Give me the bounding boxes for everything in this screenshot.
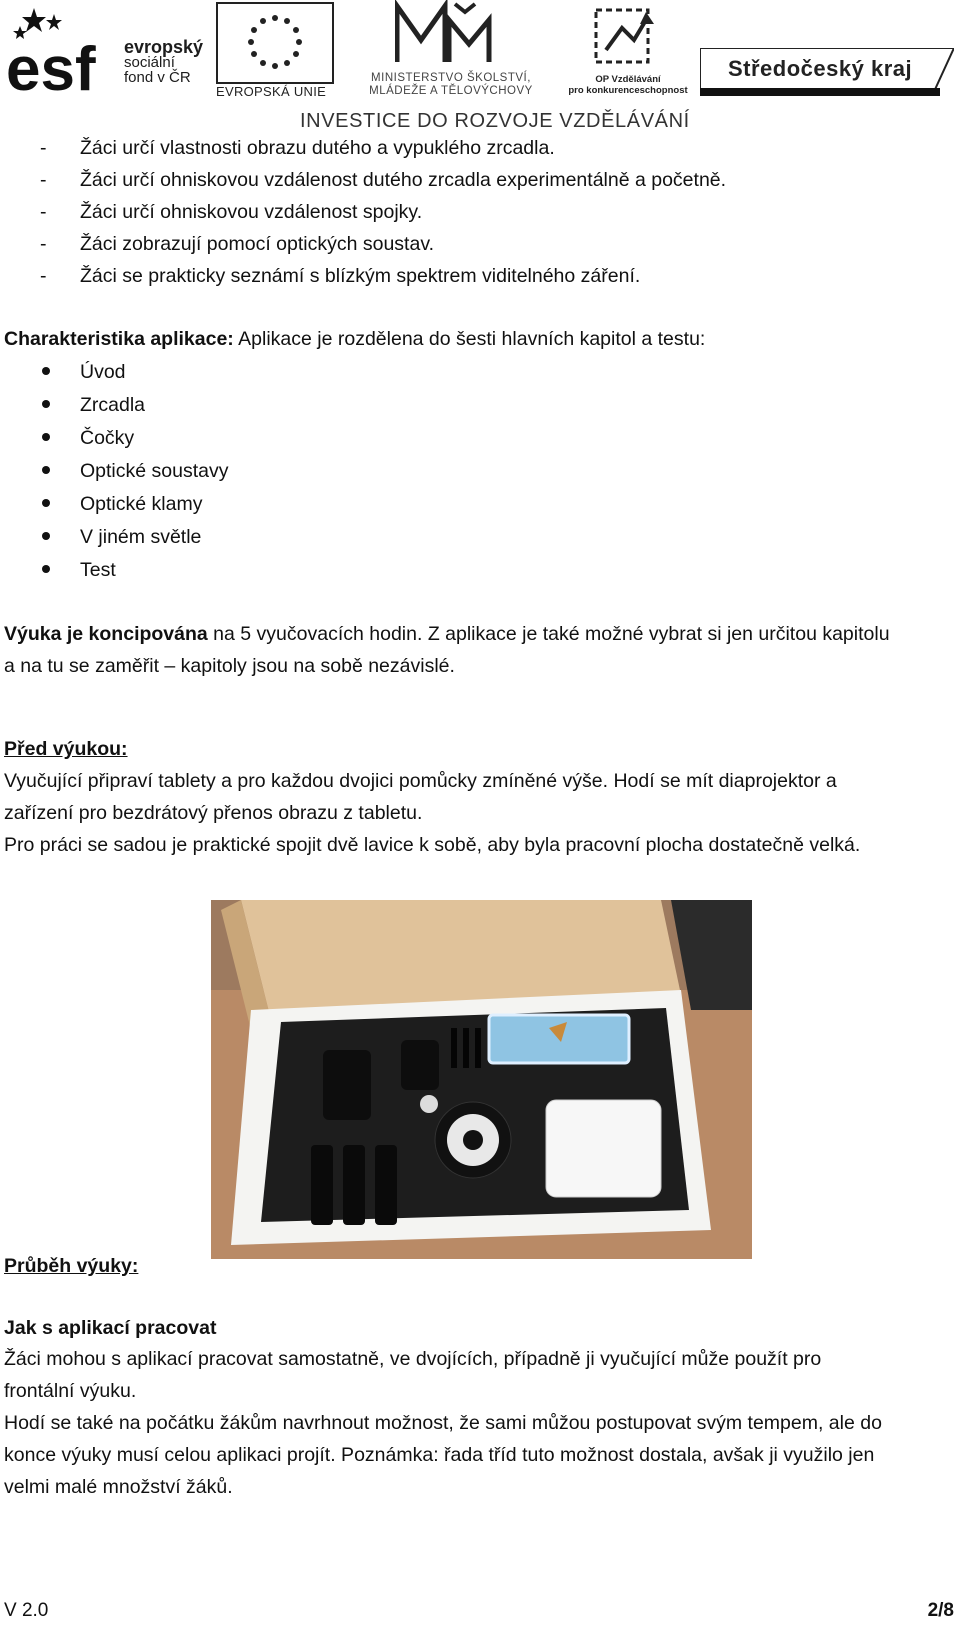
prubeh-line: Hodí se také na počátku žákům navrhnout možnost, že sami můžou postupovat svým tempem, ale do	[4, 1412, 882, 1434]
vyuka-label: Výuka je koncipována	[4, 623, 208, 645]
chapter-label: V jiném světle	[80, 526, 202, 548]
kit-box-illustration	[211, 900, 752, 1259]
esf-logo-text	[124, 37, 204, 86]
pred-vyukou-line: Pro práci se sadou je praktické spojit dvě lavice k sobě, aby byla pracovní plocha dostatečně velká.	[4, 834, 861, 856]
goal-item	[40, 200, 422, 224]
eu-flag	[216, 2, 334, 84]
esf-line3: fond v ČR	[124, 69, 191, 86]
chapter-item	[42, 459, 228, 483]
characteristics-text: Aplikace je rozdělena do šesti hlavních kapitol a testu:	[233, 328, 706, 350]
vyuka-paragraph-line2: a na tu se zaměřit – kapitoly jsou na sobě nezávislé.	[4, 655, 455, 677]
pred-vyukou-heading: Před výukou:	[4, 738, 128, 760]
dash-marker: -	[40, 169, 47, 191]
kit-photo	[211, 900, 752, 1259]
footer-page-number: 2/8	[927, 1600, 954, 1621]
goal-item	[40, 168, 726, 192]
prubeh-line: frontální výuku.	[4, 1380, 137, 1402]
esf-logo-icon	[6, 4, 116, 96]
prubeh-subheading: Jak s aplikací pracovat	[4, 1317, 217, 1339]
characteristics-label: Charakteristika aplikace:	[4, 328, 234, 350]
characteristics-paragraph	[4, 327, 705, 351]
chapter-item	[42, 393, 145, 417]
pred-vyukou-line: Vyučující připraví tablety a pro každou dvojici pomůcky zmíněné výše. Hodí se mít diaprojektor a	[4, 770, 837, 792]
msmt-line2: MLÁDEŽE A TĚLOVÝCHOVY	[369, 85, 533, 97]
goal-item	[40, 264, 640, 288]
bullet-icon	[42, 565, 50, 573]
logo-header	[0, 0, 960, 135]
bullet-icon	[42, 466, 50, 474]
msmt-caption	[346, 72, 556, 98]
vyuka-text: na 5 vyučovacích hodin. Z aplikace je také možné vybrat si jen určitou kapitolu	[207, 623, 890, 645]
op-line2: pro konkurenceschopnost	[568, 85, 688, 96]
eu-caption: EVROPSKÁ UNIE	[216, 84, 327, 99]
eu-stars-icon	[218, 4, 332, 82]
dash-marker: -	[40, 233, 47, 255]
chapter-item	[42, 525, 201, 549]
prubeh-line: Žáci mohou s aplikací pracovat samostatně, ve dvojících, případně ji vyučující může použít pro	[4, 1348, 822, 1370]
chapter-item	[42, 492, 202, 516]
bullet-icon	[42, 499, 50, 507]
esf-line1: evropský	[124, 37, 204, 57]
goal-item	[40, 232, 434, 256]
chapter-label: Optické klamy	[80, 493, 203, 515]
chapter-label: Čočky	[80, 427, 135, 449]
goal-item	[40, 136, 555, 160]
chapter-item	[42, 360, 126, 384]
prubeh-line: velmi malé množství žáků.	[4, 1476, 233, 1498]
prubeh-heading: Průběh výuky:	[4, 1255, 139, 1277]
bullet-icon	[42, 532, 50, 540]
chapter-label: Zrcadla	[80, 394, 146, 416]
prubeh-line: konce výuky musí celou aplikaci projít. Poznámka: řada tříd tuto možnost dostala, avšak ji využilo jen	[4, 1444, 875, 1466]
chapter-item	[42, 558, 116, 582]
chapter-label: Test	[80, 559, 116, 581]
goal-text: Žáci určí vlastnosti obrazu dutého a vypuklého zrcadla.	[80, 137, 555, 159]
bullet-icon	[42, 433, 50, 441]
bullet-icon	[42, 400, 50, 408]
bullet-icon	[42, 367, 50, 375]
goal-text: Žáci zobrazují pomocí optických soustav.	[80, 233, 435, 255]
msmt-line1: MINISTERSTVO ŠKOLSTVÍ,	[371, 72, 531, 84]
op-line1: OP Vzdělávání	[595, 74, 661, 85]
kraj-text: Středočeský kraj	[728, 56, 913, 81]
goal-text: Žáci se prakticky seznámí s blízkým spektrem viditelného záření.	[80, 265, 641, 287]
vyuka-paragraph-line1	[4, 622, 890, 646]
chapter-label: Úvod	[80, 361, 126, 383]
dash-marker: -	[40, 201, 47, 223]
investice-banner: INVESTICE DO ROZVOJE VZDĚLÁVÁNÍ	[300, 110, 690, 132]
svg-text:esf: esf	[6, 35, 96, 96]
esf-line2: sociální	[124, 54, 175, 71]
chapter-item	[42, 426, 134, 450]
chapter-label: Optické soustavy	[80, 460, 229, 482]
msmt-logo-icon	[395, 0, 495, 70]
op-logo-icon	[588, 2, 666, 72]
op-caption	[560, 74, 696, 96]
dash-marker: -	[40, 137, 47, 159]
footer-version: V 2.0	[4, 1600, 49, 1621]
goal-text: Žáci určí ohniskovou vzdálenost spojky.	[80, 201, 423, 223]
goal-text: Žáci určí ohniskovou vzdálenost dutého zrcadla experimentálně a početně.	[80, 169, 727, 191]
dash-marker: -	[40, 265, 47, 287]
pred-vyukou-line: zařízení pro bezdrátový přenos obrazu z tabletu.	[4, 802, 423, 824]
